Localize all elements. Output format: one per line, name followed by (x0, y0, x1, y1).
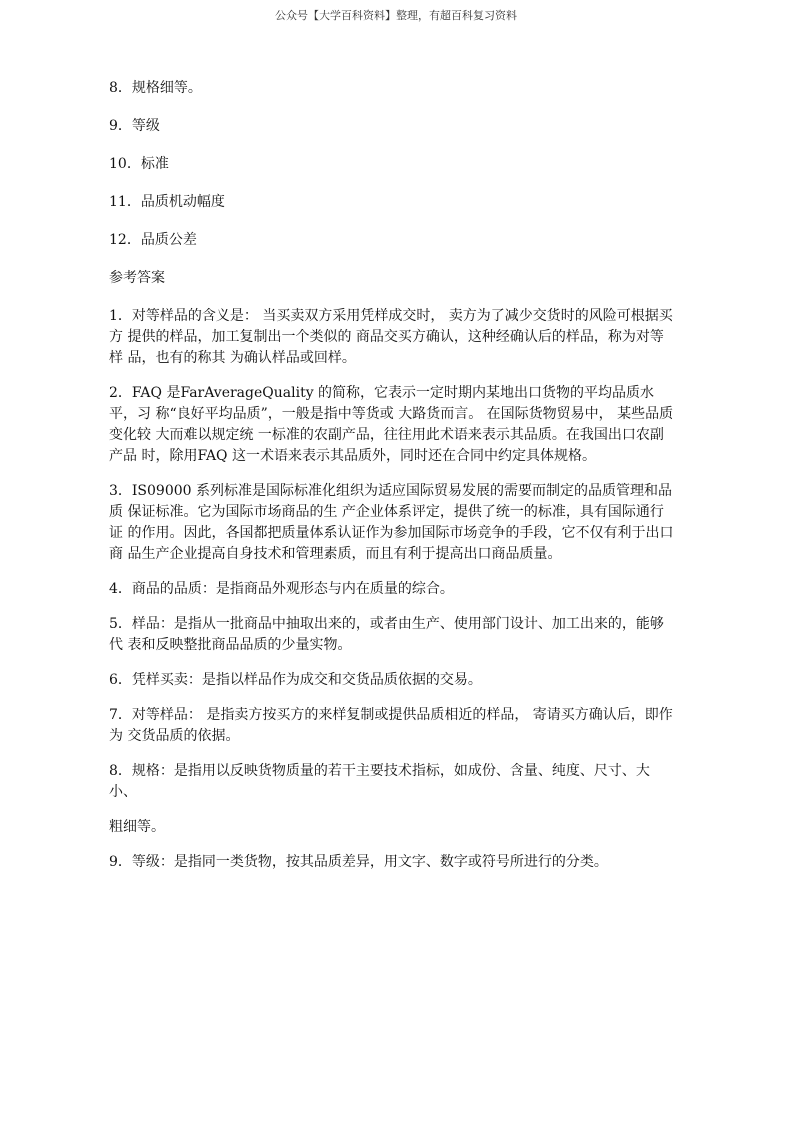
question-item-8: 8．规格细等。 (109, 80, 202, 96)
answer-8-paragraph: 8．规格：是指用以反映货物质量的若干主要技术指标，如成份、含量、纯度、尺寸、大小、 (109, 763, 650, 800)
question-item-9: 9．等级 (109, 118, 160, 134)
answer-9-paragraph: 9．等级：是指同一类货物，按其品质差异，用文字、数字或符号所进行的分类。 (109, 854, 608, 870)
answer-8-continuation: 粗细等。 (109, 819, 165, 835)
answer-6-paragraph: 6．凭样买卖：是指以样品作为成交和交货品质依据的交易。 (109, 672, 482, 688)
question-item-11: 11．品质机动幅度 (109, 194, 225, 210)
page-header: 公众号【大学百科资料】整理，有超百科复习资料 (275, 9, 517, 22)
answer-7-paragraph: 7．对等样品： 是指卖方按买方的来样复制或提供品质相近的样品， 寄请买方确认后，即作为 交货品质的依据。 (109, 707, 673, 744)
answer-5-paragraph: 5．样品：是指从一批商品中抽取出来的，或者由生产、使用部门设计、加工出来的，能够代 表和反映整批商品品质的少量实物。 (109, 616, 664, 653)
answer-3-paragraph: 3．IS09000 系列标准是国际标准化组织为适应国际贸易发展的需要而制定的品质管理和品质 保证标准。它为国际市场商品的生 产企业体系评定，提供了统一的标准，具有国际通行证 的作用。因此，各国都把质量体系认证作为参加国际市场竞争的手段，它不仅有利于出口商 品生产企业提高自身技术和管理素质，而且有利于提高出口商品质量。 (109, 483, 674, 562)
question-item-10: 10．标准 (109, 156, 169, 172)
answer-4-paragraph: 4．商品的品质：是指商品外观形态与内在质量的综合。 (109, 581, 454, 597)
answer-2-paragraph: 2．FAQ 是FarAverageQuality 的简称，它表示一定时期内某地出口货物的平均品质水平，习 称“良好平均品质”，一般是指中等货或 大路货而言。 在国际货物贸易中， 某些品质变化较 大而难以规定统 一标准的农副产品，往往用此术语来表示其品质。在我国出口农副 产品 时，除用FAQ 这一术语来表示其品质外，同时还在合同中约定具体规格。 (109, 385, 674, 464)
question-item-12: 12．品质公差 (109, 232, 197, 248)
document-body (109, 78, 677, 887)
answer-heading: 参考答案 (109, 270, 165, 286)
answer-1-paragraph: 1．对等样品的含义是： 当买卖双方采用凭样成交时， 卖方为了减少交货时的风险可根据买方 提供的样品，加工复制出一个类似的 商品交买方确认，这种经确认后的样品，称为对等样 品，也有的称其 为确认样品或回样。 (109, 308, 673, 366)
